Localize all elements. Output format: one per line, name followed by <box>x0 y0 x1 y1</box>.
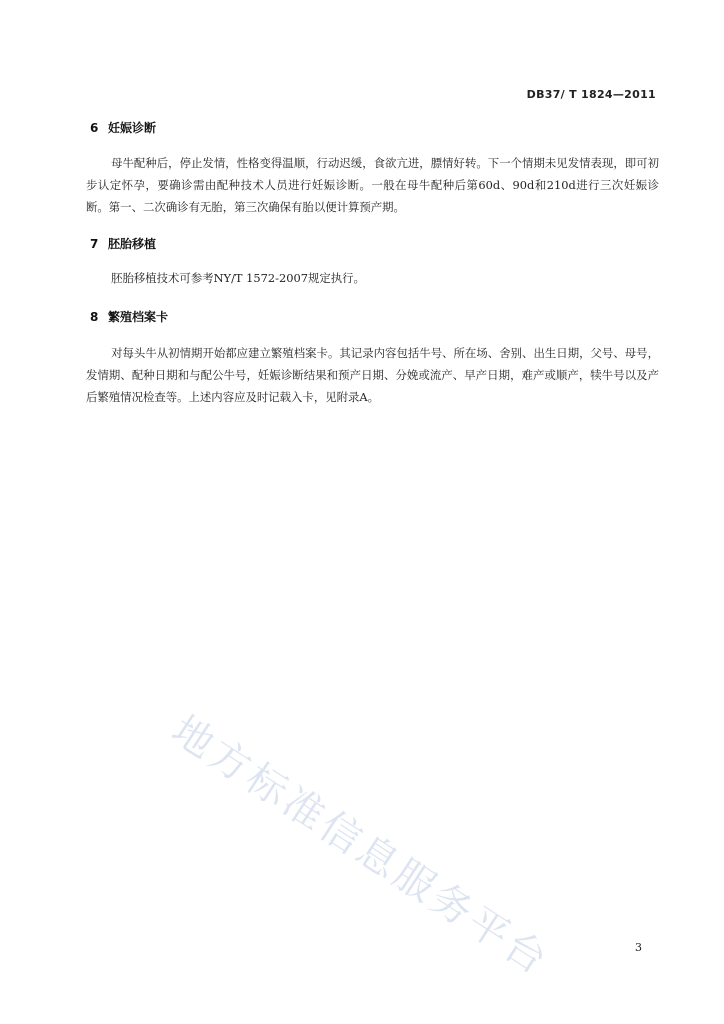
section-number: 6 <box>90 121 99 135</box>
section-heading-6 <box>90 119 156 136</box>
section-heading-8 <box>90 308 168 325</box>
section-paragraph-8: 对每头牛从初情期开始都应建立繁殖档案卡。其记录内容包括牛号、所在场、舍别、出生日期，父号、母号，发情期、配种日期和与配公牛号，妊娠诊断结果和预产日期、分娩或流产、早产日期，难产或顺产，犊牛号以及产后繁殖情况检查等。上述内容应及时记载入卡，见附录A。 <box>86 346 659 404</box>
section-number: 8 <box>90 310 99 324</box>
watermark: 地方标准信息服务平台 <box>163 707 558 986</box>
section-paragraph-6: 母牛配种后，停止发情，性格变得温顺，行动迟缓，食欲亢进，膘情好转。下一个情期未见发情表现，即可初步认定怀孕，要确诊需由配种技术人员进行妊娠诊断。一般在母牛配种后第60d、90d和210d进行三次妊娠诊断。第一、二次确诊有无胎，第三次确保有胎以便计算预产期。 <box>86 156 659 214</box>
section-title: 胚胎移植 <box>108 237 157 251</box>
section-title: 繁殖档案卡 <box>108 310 169 324</box>
section-paragraph-7: 胚胎移植技术可参考NY/T 1572-2007规定执行。 <box>111 271 365 285</box>
section-number: 7 <box>90 237 99 251</box>
section-title: 妊娠诊断 <box>108 121 157 135</box>
standard-code: DB37/ T 1824—2011 <box>526 88 656 101</box>
page-number: 3 <box>635 941 642 954</box>
section-heading-7 <box>90 235 156 252</box>
